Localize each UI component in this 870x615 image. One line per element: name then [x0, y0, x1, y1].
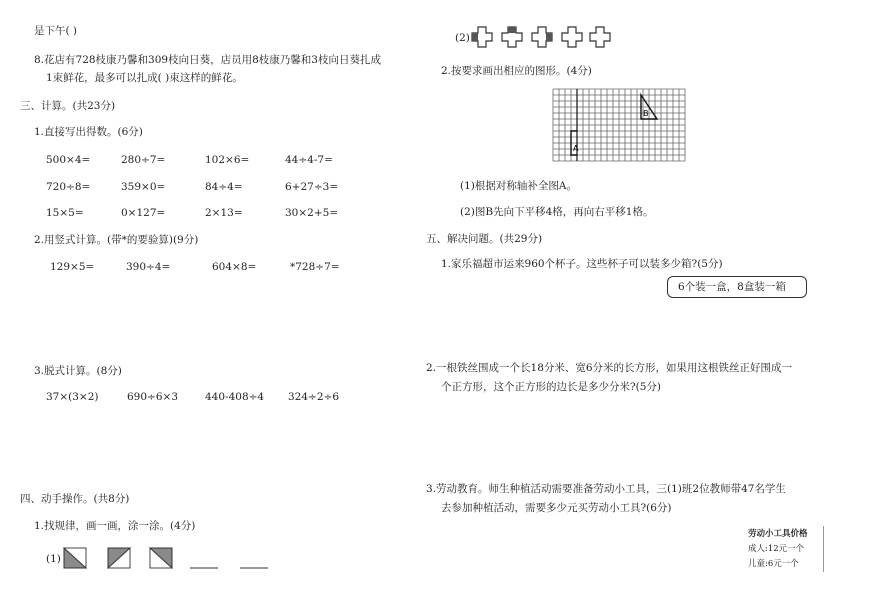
- question-8-line1: 8.花店有728枝康乃馨和309枝向日葵，店员用8枝康乃馨和3枝向日葵扎成: [34, 54, 381, 66]
- price-card: [745, 526, 824, 572]
- calc1-cell: 15×5=: [46, 207, 84, 219]
- calc-2-title: 2.用竖式计算。(带*的要验算)(9分): [34, 234, 199, 246]
- grid-label-b: B: [643, 109, 649, 118]
- operation-2-sub2: (2)图B先向下平移4格，再向右平移1格。: [460, 206, 654, 218]
- operation-1-title: 1.找规律，画一画，涂一涂。(4分): [34, 520, 196, 532]
- operation-2-title: 2.按要求画出相应的图形。(4分): [441, 65, 592, 77]
- cross-shape-5: [590, 27, 610, 47]
- price-child: 儿童:6元一个: [748, 559, 799, 569]
- calc1-cell: 359×0=: [121, 181, 166, 193]
- cross-shape-1: [472, 27, 492, 47]
- calc3-item: 440-408÷4: [205, 391, 265, 403]
- calc1-cell: 84÷4=: [205, 181, 243, 193]
- calc2-item: 390÷4=: [126, 261, 171, 273]
- operation-2-sub1: (1)根据对称轴补全图A。: [460, 180, 577, 192]
- calc1-cell: 6+27÷3=: [285, 181, 339, 193]
- calc1-cell: 500×4=: [46, 154, 91, 166]
- price-adult: 成人:12元一个: [748, 544, 805, 554]
- problem-1: 1.家乐福超市运来960个杯子。这些杯子可以装多少箱?(5分): [441, 258, 723, 270]
- problem-1-hint-box: [667, 276, 807, 298]
- calc2-item: *728÷7=: [290, 261, 340, 273]
- calc3-item: 690÷6×3: [127, 391, 178, 403]
- section-3-title: 三、计算。(共23分): [20, 100, 116, 112]
- calc1-cell: 102×6=: [205, 154, 250, 166]
- pattern-2-label: (2): [455, 32, 470, 44]
- calc2-item: 604×8=: [212, 261, 257, 273]
- calc1-cell: 720÷8=: [46, 181, 91, 193]
- pm-answer-line: 是下午( ): [34, 25, 78, 37]
- triangle-pattern: [62, 546, 292, 576]
- section-5-title: 五、解决问题。(共29分): [426, 233, 543, 245]
- calc3-item: 37×(3×2): [46, 391, 99, 403]
- cross-shape-3: [532, 27, 552, 47]
- calc1-cell: 280÷7=: [121, 154, 166, 166]
- price-card-title: 劳动小工具价格: [748, 529, 808, 539]
- cross-shape-pattern: [470, 25, 610, 51]
- calc-1-title: 1.直接写出得数。(6分): [34, 126, 143, 138]
- calc1-cell: 0×127=: [121, 207, 166, 219]
- calc1-cell: 30×2+5=: [285, 207, 339, 219]
- cross-shape-2: [502, 27, 522, 47]
- pattern-triangle-1: [64, 548, 86, 568]
- calc-3-title: 3.脱式计算。(8分): [34, 365, 122, 377]
- grid-label-a: A: [573, 144, 579, 153]
- pattern-triangle-3: [150, 548, 172, 568]
- section-4-title: 四、动手操作。(共8分): [20, 493, 130, 505]
- pattern-triangle-2: [108, 548, 130, 568]
- calc2-item: 129×5=: [50, 261, 95, 273]
- grid-figure: [553, 89, 693, 163]
- problem-2-line2: 个正方形，这个正方形的边长是多少分米?(5分): [441, 381, 662, 393]
- problem-3-line2: 去参加种植活动，需要多少元买劳动小工具?(6分): [441, 502, 672, 514]
- pattern-1-label: (1): [46, 553, 61, 565]
- calc1-cell: 2×13=: [205, 207, 243, 219]
- problem-1-hint: 6个装一盒，8盒装一箱: [678, 281, 786, 293]
- problem-2-line1: 2.一根铁丝围成一个长18分米、宽6分米的长方形，如果用这根铁丝正好围成一: [426, 362, 793, 374]
- cross-shape-4: [562, 27, 582, 47]
- calc1-cell: 44÷4-7=: [285, 154, 333, 166]
- calc3-item: 324÷2÷6: [288, 391, 339, 403]
- question-8-line2: 1束鲜花，最多可以扎成( )束这样的鲜花。: [46, 72, 243, 84]
- problem-3-line1: 3.劳动教育。师生种植活动需要准备劳动小工具，三(1)班2位教师带47名学生: [426, 483, 786, 495]
